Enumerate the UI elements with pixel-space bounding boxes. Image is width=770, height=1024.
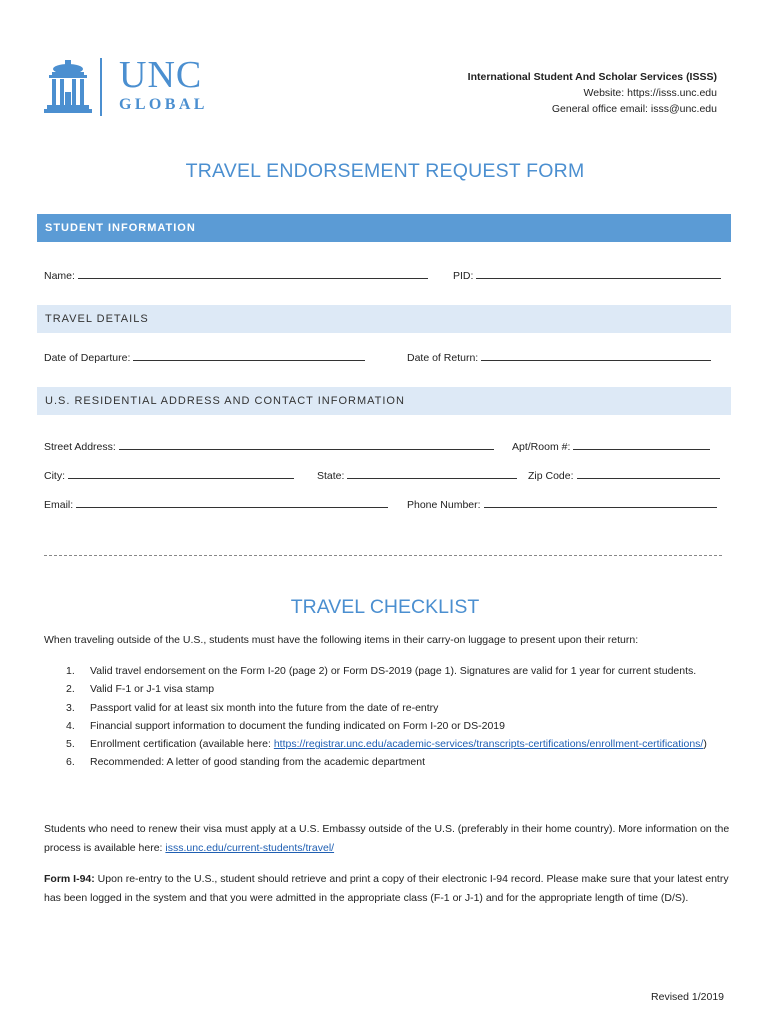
return-line[interactable]	[481, 350, 711, 361]
apt-label: Apt/Room #:	[512, 441, 571, 453]
i94-paragraph	[44, 870, 734, 908]
list-item	[44, 662, 734, 680]
street-label: Street Address:	[44, 441, 116, 453]
section-student-information: STUDENT INFORMATION	[37, 214, 731, 242]
apt-line[interactable]	[573, 439, 710, 450]
checklist-title: TRAVEL CHECKLIST	[290, 596, 480, 618]
city-line[interactable]	[68, 468, 294, 479]
zip-field[interactable]	[528, 468, 720, 482]
checklist-intro: When traveling outside of the U.S., students must have the following items in their carry-on luggage to present upon their return:	[44, 634, 639, 646]
org-name: International Student And Scholar Services (ISSS)	[467, 71, 717, 83]
city-field[interactable]	[44, 468, 294, 482]
unc-global-logo	[44, 54, 219, 118]
list-item	[44, 699, 734, 717]
list-item	[44, 717, 734, 735]
list-item	[44, 753, 734, 771]
phone-line[interactable]	[484, 497, 717, 508]
i94-label: Form I-94:	[44, 873, 95, 885]
logo-wordmark	[119, 56, 208, 114]
item-number: 2.	[66, 683, 75, 696]
enrollment-certification-link[interactable]: https://registrar.unc.edu/academic-services/transcripts-certifications/enrollment-certifications/	[273, 738, 704, 751]
state-field[interactable]	[317, 468, 517, 482]
item-text: Financial support information to document the funding indicated on Form I-20 or DS-2019	[90, 719, 505, 732]
old-well-icon	[44, 58, 106, 118]
logo-unc-text: UNC	[119, 54, 203, 96]
checklist-items	[44, 662, 734, 772]
item-number: 3.	[66, 701, 75, 714]
travel-info-link[interactable]: isss.unc.edu/current-students/travel/	[165, 842, 335, 854]
logo-global-text: GLOBAL	[119, 96, 208, 113]
phone-label: Phone Number:	[407, 499, 481, 511]
item-number: 1.	[66, 665, 75, 677]
pid-line[interactable]	[476, 268, 721, 279]
item-text: Recommended: A letter of good standing from the academic department	[90, 756, 426, 769]
item-text: Valid travel endorsement on the Form I-20 (page 2) or Form DS-2019 (page 1). Signatures are valid for 1 year for current students.	[90, 665, 697, 677]
section-address-contact: U.S. RESIDENTIAL ADDRESS AND CONTACT INFORMATION	[37, 387, 731, 415]
departure-line[interactable]	[133, 350, 365, 361]
office-contact	[468, 69, 717, 117]
list-item	[44, 680, 734, 698]
form-title: TRAVEL ENDORSEMENT REQUEST FORM	[185, 160, 585, 182]
zip-line[interactable]	[577, 468, 720, 479]
street-field[interactable]	[44, 439, 494, 453]
apt-field[interactable]	[512, 439, 710, 453]
pid-label: PID:	[453, 270, 474, 282]
state-line[interactable]	[347, 468, 517, 479]
renew-text: Students who need to renew their visa must apply at a U.S. Embassy outside of the U.S. (preferably in their home country). More information on the process is available here:	[44, 823, 730, 854]
revised-date: Revised 1/2019	[651, 991, 724, 1003]
pid-field[interactable]	[453, 268, 721, 282]
website-text: Website: https://isss.unc.edu	[583, 87, 717, 99]
phone-field[interactable]	[407, 497, 717, 511]
office-email-text: General office email: isss@unc.edu	[551, 103, 717, 115]
departure-label: Date of Departure:	[44, 352, 131, 364]
street-line[interactable]	[119, 439, 494, 450]
i94-text: Upon re-entry to the U.S., student should retrieve and print a copy of their electronic I-94 record. Please make sure that your latest entry has been logged in the system and that you were admitted in the appropriate class (F-1 or J-1) and for the appropriate length of time (D/S).	[44, 873, 729, 904]
return-field[interactable]	[407, 350, 711, 364]
name-field[interactable]	[44, 268, 428, 282]
name-line[interactable]	[78, 268, 428, 279]
item-suffix: )	[703, 738, 707, 751]
email-label: Email:	[44, 499, 74, 511]
name-label: Name:	[44, 270, 75, 282]
state-label: State:	[317, 470, 345, 482]
item-number: 6.	[66, 756, 75, 769]
email-line[interactable]	[76, 497, 388, 508]
city-label: City:	[44, 470, 65, 482]
item-number: 5.	[66, 738, 75, 751]
item-text: Valid F-1 or J-1 visa stamp	[90, 683, 215, 696]
item-number: 4.	[66, 719, 75, 732]
item-text: Passport valid for at least six month into the future from the date of re-entry	[90, 701, 439, 714]
cut-line-divider	[44, 555, 722, 556]
section-travel-details: TRAVEL DETAILS	[37, 305, 731, 333]
item-text: Enrollment certification (available here:	[90, 738, 274, 751]
departure-field[interactable]	[44, 350, 365, 364]
return-label: Date of Return:	[407, 352, 479, 364]
visa-renewal-paragraph	[44, 820, 734, 858]
list-item	[44, 735, 734, 753]
zip-label: Zip Code:	[528, 470, 574, 482]
email-field[interactable]	[44, 497, 388, 511]
